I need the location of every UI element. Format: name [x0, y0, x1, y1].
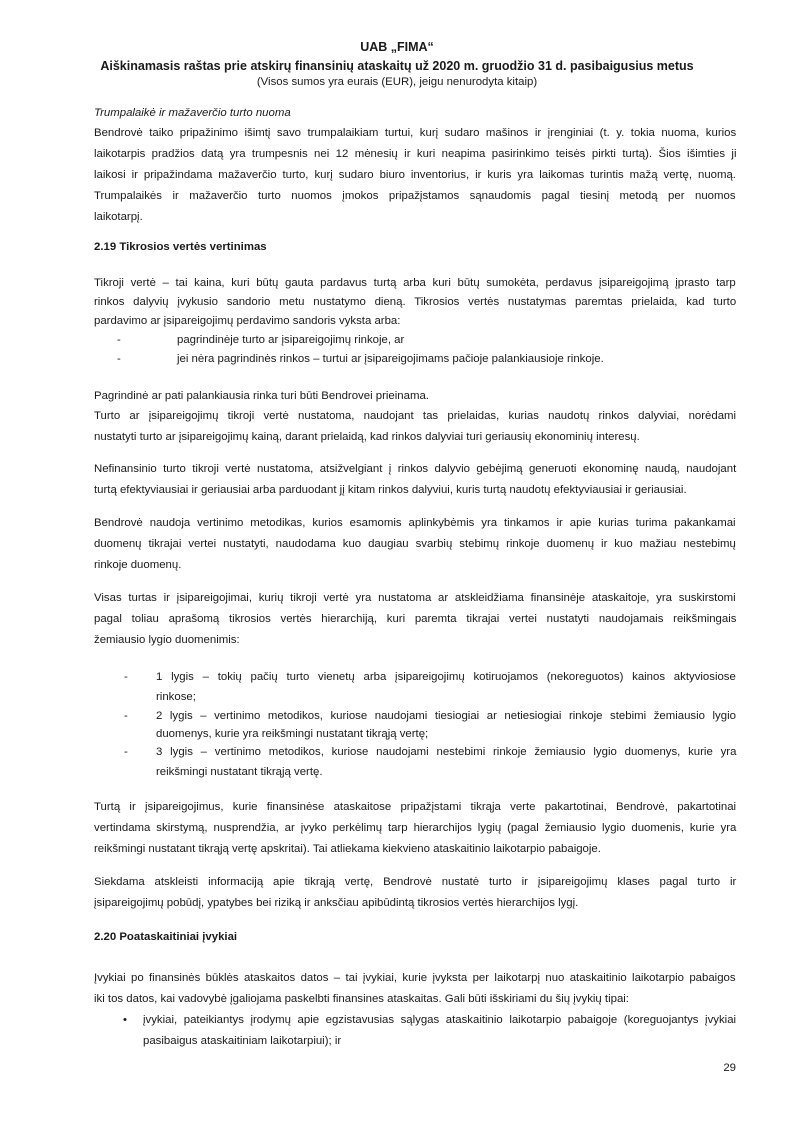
paragraph-line: iki tos datos, kai vadovybė įgaliojama paskelbti finansines ataskaitas. Gali būti išskiriami du šių įvykių tipai:	[94, 993, 629, 1005]
section-heading: Trumpalaikė ir mažaverčio turto nuoma	[94, 107, 291, 119]
paragraph-line: Trumpalaikės ir mažaverčio turto nuomos įmokos pripažįstamos sąnaudomis pagal tiesinį metodą per nuomos	[94, 190, 736, 202]
dash-marker: -	[117, 334, 121, 346]
paragraph-line: pardavimo ar įsipareigojimų perdavimo sandoris vyksta arba:	[94, 315, 401, 327]
list-item-line: 2 lygis – vertinimo metodikos, kuriose naudojami tiesiogiai ar netiesiogiai rinkoje stebimi žemiausio lygio	[156, 710, 736, 722]
paragraph-line: žemiausio lygio duomenimis:	[94, 634, 240, 646]
paragraph-line: reikšmingi nustatant tikrąją vertę apskritai). Tai atliekama kiekvieno ataskaitinio laikotarpio pabaigoje.	[94, 843, 601, 855]
paragraph-line: nustatyti turto ar įsipareigojimų kainą, darant prielaidą, kad rinkos dalyviai turi geriausių ekonominių interesų.	[94, 431, 640, 443]
bullet-icon: •	[123, 1014, 127, 1026]
paragraph-line: Bendrovė taiko pripažinimo išimtį savo trumpalaikiam turtui, kurį sudaro mašinos ir įrenginiai (t. y. tokia nuoma, kurios	[94, 127, 737, 139]
paragraph-line: laikotarpis pradžios datą yra trumpesnis nei 12 mėnesių ir kuri neapima pasirinkimo teisės pirkti turtą). Šios išimties ji	[94, 148, 737, 160]
list-item-line: 3 lygis – vertinimo metodikos, kuriose naudojami nestebimi rinkoje žemiausio lygio duomenys, kurie yra	[156, 746, 737, 758]
paragraph-line: Bendrovė naudoja vertinimo metodikas, kurios esamomis aplinkybėmis yra tinkamos ir apie kurias turima pakankamai	[94, 517, 736, 529]
list-item-line: įvykiai, pateikiantys įrodymų apie egzistavusias sąlygas ataskaitinio laikotarpio pabaigoje (koreguojantys įvykiai	[143, 1014, 737, 1026]
paragraph-line: Tikroji vertė – tai kaina, kuri būtų gauta pardavus turtą arba kuri būtų sumokėta, perdavus įsipareigojimą įprasto tarp	[94, 277, 736, 289]
paragraph-line: Siekdama atskleisti informaciją apie tikrąją vertę, Bendrovė nustatė turto ir įsipareigojimų klases pagal turto ir	[94, 876, 737, 888]
dash-marker: -	[124, 746, 128, 758]
company-name: UAB „FIMA“	[360, 40, 434, 54]
list-item-line: 1 lygis – tokių pačių turto vienetų arba įsipareigojimų kotiruojamos (nekoreguotos) kainos aktyviosiose	[156, 671, 736, 683]
list-item-line: pagrindinėje turto ar įsipareigojimų rinkoje, ar	[177, 334, 405, 346]
document-subtitle: (Visos sumos yra eurais (EUR), jeigu nenurodyta kitaip)	[256, 76, 538, 88]
paragraph-line: Įvykiai po finansinės būklės ataskaitos datos – tai įvykiai, kurie įvyksta per laikotarpį nuo ataskaitinio laikotarpio pabaigos	[94, 972, 736, 984]
list-item-line: duomenys, kurie yra reikšmingi nustatant tikrąją vertę;	[156, 728, 429, 740]
paragraph-line: Visas turtas ir įsipareigojimai, kurių tikroji vertė yra nustatoma ar atskleidžiama finansinėje ataskaitoje, yra suskirstomi	[94, 592, 736, 604]
paragraph-line: rinkos dalyvių įvykusio sandorio metu nustatymo dieną. Tikrosios vertės nustatymas paremtas prielaida, kad turto	[94, 296, 737, 308]
dash-marker: -	[117, 353, 121, 365]
paragraph-line: duomenų tikrajai vertei nustatyti, naudodama kuo daugiau svarbių stebimų rinkoje duomenų ir kuo mažiau nestebimų	[94, 538, 736, 550]
paragraph-line: Turtą ir įsipareigojimus, kurie finansinėse ataskaitose pripažįstami tikrąja verte pakartotinai, Bendrovė, pakartotinai	[94, 801, 737, 813]
paragraph-line: rinkoje duomenų.	[94, 559, 182, 571]
list-item-line: pasibaigus ataskaitiniam laikotarpiui); ir	[143, 1035, 342, 1047]
paragraph-line: turtą efektyviausiai ir geriausiai arba parduodant jį kitam rinkos dalyviui, kuris turtą naudotų efektyviausiai ir geriausiai.	[94, 484, 687, 496]
paragraph-line: pagal toliau aprašomą tikrosios vertės hierarchiją, kuri paremta tikrajai vertei nustatyti naudojamais reikšmingais	[94, 613, 737, 625]
document-title: Aiškinamasis raštas prie atskirų finansinių ataskaitų už 2020 m. gruodžio 31 d. pasibaigusius metus	[100, 59, 694, 73]
section-heading: 2.20 Poataskaitiniai įvykiai	[94, 931, 238, 943]
list-item-line: reikšmingi nustatant tikrąją vertę.	[156, 766, 323, 778]
list-item-line: rinkose;	[156, 691, 196, 703]
paragraph-line: laikotarpį.	[94, 211, 143, 223]
section-heading: 2.19 Tikrosios vertės vertinimas	[94, 241, 267, 253]
list-item-line: jei nėra pagrindinės rinkos – turtui ar įsipareigojimams pačioje palankiausioje rinkoje.	[177, 353, 604, 365]
paragraph-line: Pagrindinė ar pati palankiausia rinka turi būti Bendrovei prieinama.	[94, 390, 429, 402]
page-number: 29	[723, 1062, 736, 1074]
paragraph-line: įsipareigojimų pobūdį, ypatybes bei riziką ir anksčiau apibūdintą tikrosios vertės hierarchijos lygį.	[94, 897, 579, 909]
paragraph-line: vertindama skirstymą, nusprendžia, ar įvyko perkėlimų tarp hierarchijos lygių (pagal žemiausio lygio duomenis, kurie yra	[94, 822, 737, 834]
dash-marker: -	[124, 671, 128, 683]
dash-marker: -	[124, 710, 128, 722]
paragraph-line: Turto ar įsipareigojimų tikroji vertė nustatoma, naudojant tas prielaidas, kurias naudotų rinkos dalyviai, norėdami	[94, 410, 737, 422]
paragraph-line: laikosi ir pripažindama mažaverčio turto, kurį sudaro biuro inventorius, ir kuris yra laikomas turintis mažą vertę, nuomą.	[94, 169, 736, 181]
paragraph-line: Nefinansinio turto tikroji vertė nustatoma, atsižvelgiant į rinkos dalyvio gebėjimą generuoti ekonominę naudą, naudojant	[94, 463, 737, 475]
